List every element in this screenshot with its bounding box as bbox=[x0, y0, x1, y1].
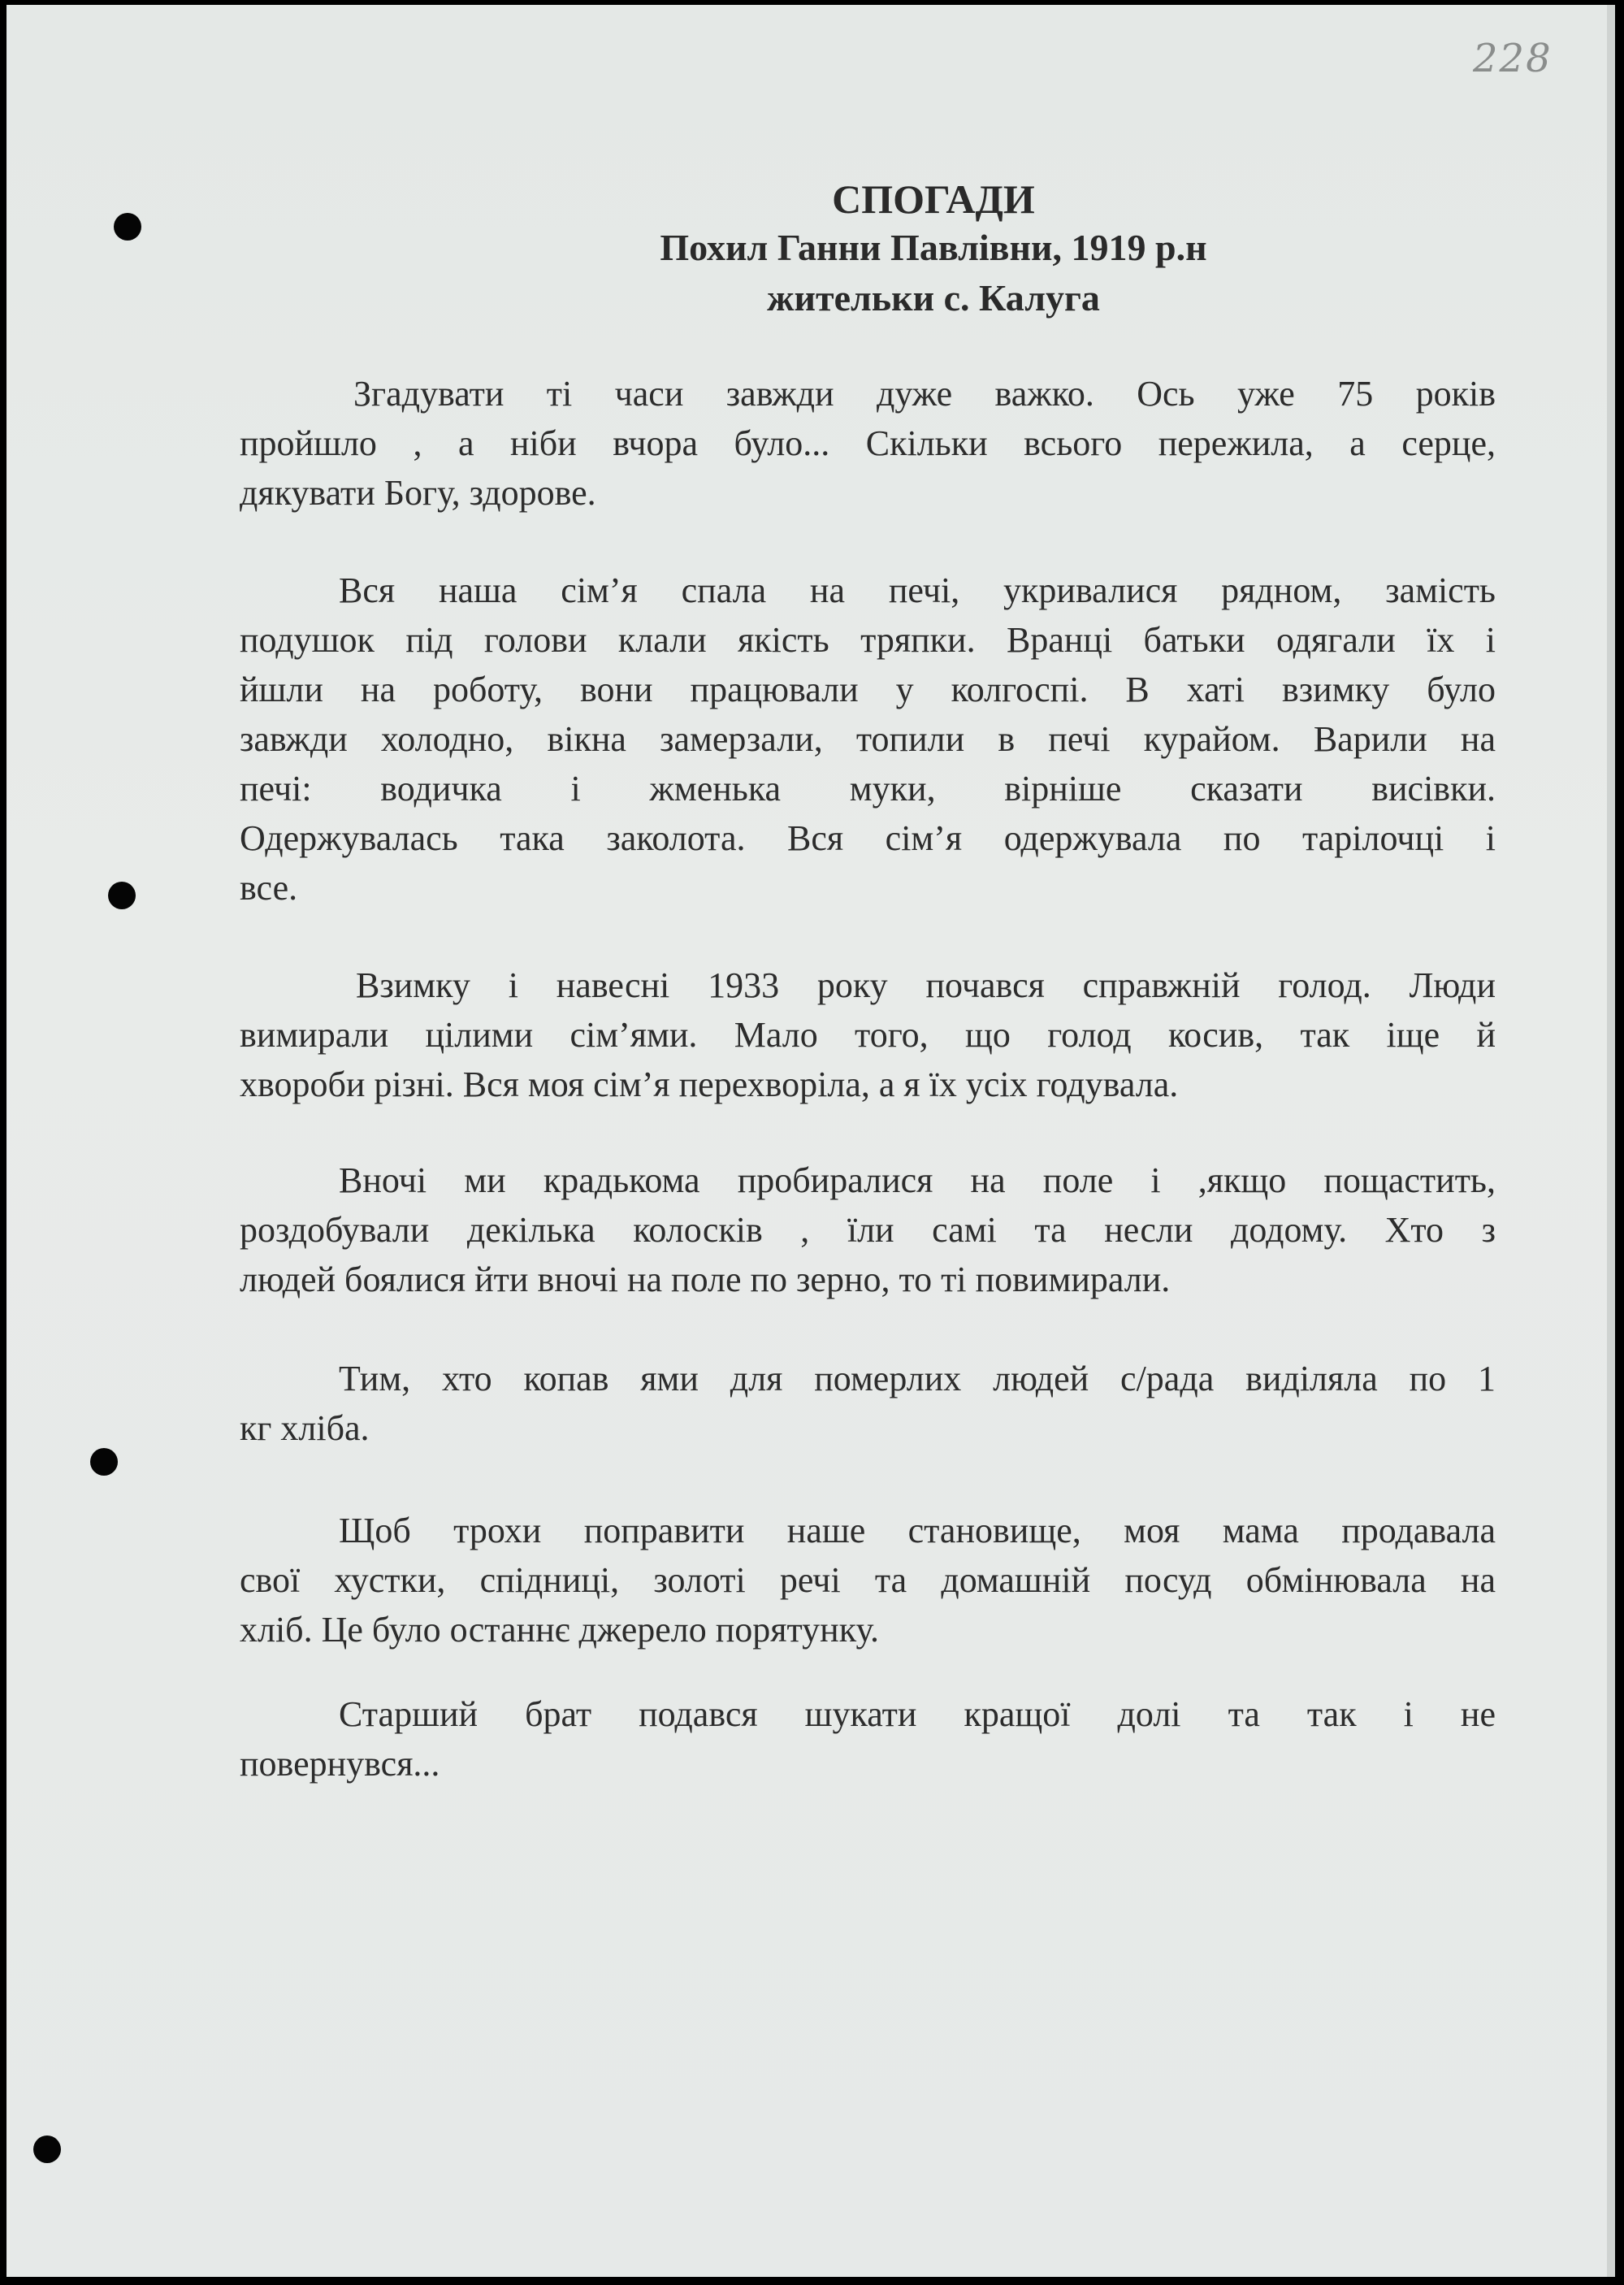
text-line: Старший брат подався шукати кращої долі та так і не bbox=[339, 1694, 1496, 1734]
text-line: Взимку і навесні 1933 року почався справжній голод. Люди bbox=[356, 965, 1496, 1005]
text-line: Тим, хто копав ями для померлих людей с/рада виділяла по 1 bbox=[339, 1359, 1496, 1398]
paragraph bbox=[240, 960, 1496, 1109]
punch-hole-icon bbox=[33, 2135, 61, 2163]
text-line: Вночі ми крадькома пробиралися на поле і ,якщо пощастить, bbox=[339, 1160, 1496, 1200]
text-line: роздобували декілька колосків , їли самі та несли додому. Хто з bbox=[240, 1210, 1496, 1250]
text-line: свої хустки, спідниці, золоті речі та домашній посуд обмінювала на bbox=[240, 1560, 1496, 1600]
text-line: пройшло , а ніби вчора було... Скільки всього пережила, а серце, bbox=[240, 423, 1496, 463]
paragraph bbox=[240, 1354, 1496, 1453]
text-line: кг хліба. bbox=[240, 1408, 370, 1448]
text-line: хліб. Це було останнє джерело порятунку. bbox=[240, 1610, 880, 1650]
text-line: подушок під голови клали якість тряпки. Вранці батьки одягали їх і bbox=[240, 620, 1496, 660]
paragraph bbox=[240, 1156, 1496, 1304]
text-line: повернувся... bbox=[240, 1744, 440, 1784]
paragraph bbox=[240, 566, 1496, 913]
text-line: Щоб трохи поправити наше становище, моя мама продавала bbox=[339, 1511, 1496, 1550]
text-line: дякувати Богу, здорове. bbox=[240, 473, 596, 513]
punch-hole-icon bbox=[108, 882, 136, 909]
text-line: Вся наша сім’я спала на печі, укривалися рядном, замість bbox=[339, 570, 1496, 610]
document-page bbox=[6, 5, 1615, 2277]
text-line: Одержувалась така заколота. Вся сім’я одержувала по тарілочці і bbox=[240, 818, 1496, 858]
text-line: печі: водичка і жменька муки, вірніше сказати висівки. bbox=[240, 769, 1496, 809]
paper-edge bbox=[1607, 5, 1615, 2277]
document-subtitle: Похил Ганни Павлівни, 1919 р.н bbox=[660, 227, 1207, 268]
paragraph bbox=[240, 369, 1496, 518]
text-line: завжди холодно, вікна замерзали, топили в печі курайом. Варили на bbox=[240, 719, 1496, 759]
paragraph bbox=[240, 1689, 1496, 1789]
text-line: людей боялися йти вночі на поле по зерно, то ті повимирали. bbox=[240, 1260, 1171, 1299]
document-residence: жительки с. Калуга bbox=[767, 277, 1100, 319]
text-line: вимирали цілими сім’ями. Мало того, що голод косив, так іще й bbox=[240, 1015, 1496, 1055]
paragraph bbox=[240, 1506, 1496, 1654]
punch-hole-icon bbox=[90, 1448, 118, 1476]
text-line: хвороби різні. Вся моя сім’я перехворіла, а я їх усіх годувала. bbox=[240, 1064, 1179, 1104]
text-line: йшли на роботу, вони працювали у колгоспі. В хаті взимку було bbox=[240, 670, 1496, 709]
text-line: Згадувати ті часи завжди дуже важко. Ось уже 75 років bbox=[353, 374, 1496, 414]
document-title: СПОГАДИ bbox=[832, 176, 1035, 222]
text-line: все. bbox=[240, 868, 298, 908]
page-number: 228 bbox=[1473, 36, 1553, 81]
